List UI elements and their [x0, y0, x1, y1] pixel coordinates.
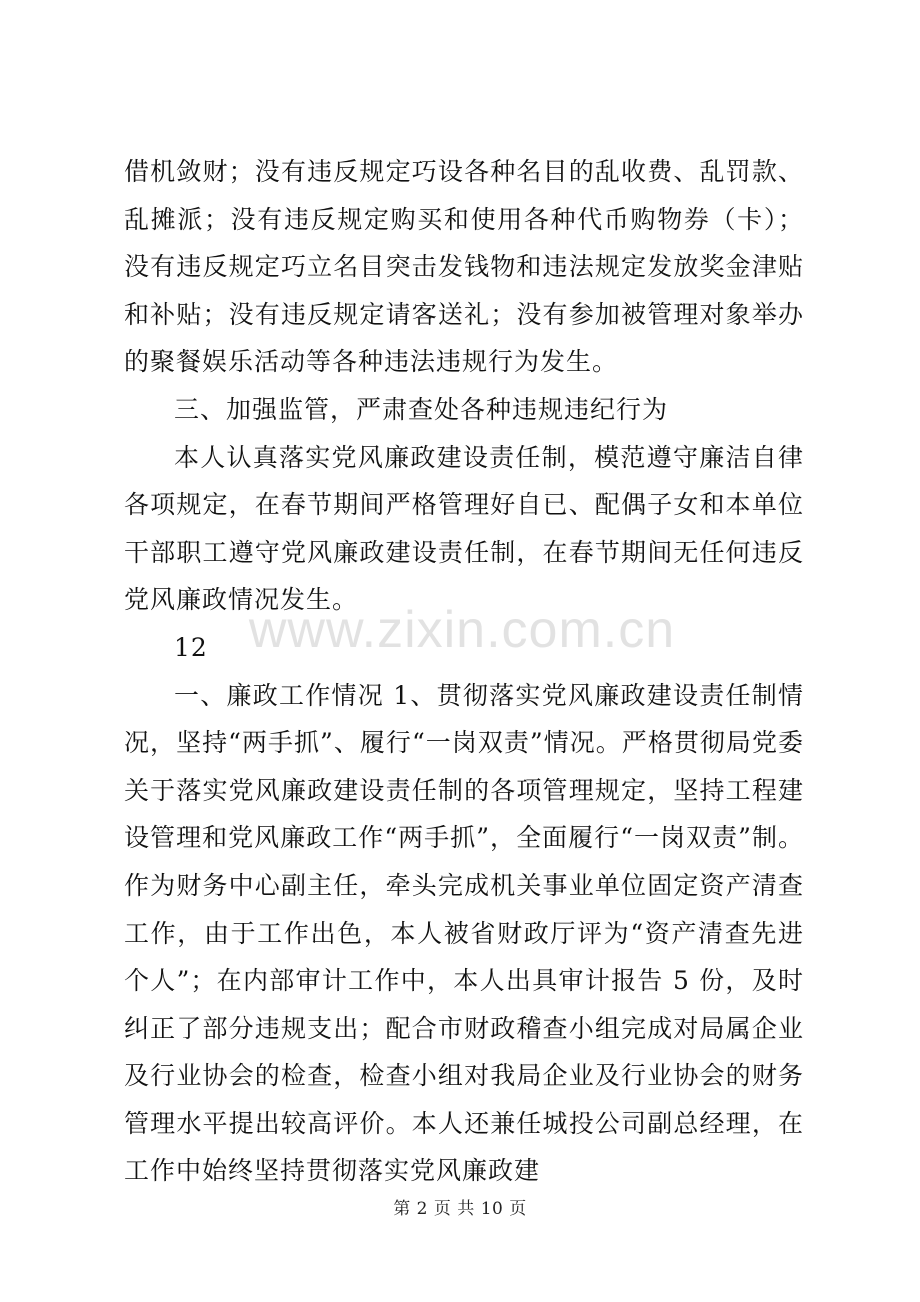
paragraph-continuation: 借机敛财；没有违反规定巧设各种名目的乱收费、乱罚款、乱摊派；没有违反规定购买和使用各种代币购物券（卡）；没有违反规定巧立名目突击发钱物和违法规定发放奖金津贴和补贴；没有违反规定请客送礼；没有参加被管理对象举办的聚餐娱乐活动等各种违法违规行为发生。 [124, 157, 804, 377]
paragraph-number: 12 [174, 632, 208, 662]
section-heading: 三、加强监管，严肃查处各种违规违纪行为 [174, 394, 669, 424]
page-footer: 第 2 页 共 10 页 [393, 1199, 527, 1219]
paragraph-body: 本人认真落实党风廉政建设责任制，模范遵守廉洁自律各项规定，在春节期间严格管理好自已、配偶子女和本单位干部职工遵守党风廉政建设责任制，在春节期间无任何违反党风廉政情况发生。 [124, 442, 804, 615]
document-body [124, 148, 804, 1195]
watermark: www.zixin.com.cn [248, 601, 676, 659]
paragraph-body: 一、廉政工作情况 1、贯彻落实党风廉政建设责任制情况，坚持“两手抓”、履行“一岗双责”情况。严格贯彻局党委关于落实党风廉政建设责任制的各项管理规定，坚持工程建设管理和党风廉政工作“两手抓”，全面履行“一岗双责”制。作为财务中心副主任，牵头完成机关事业单位固定资产清查工作，由于工作出色，本人被省财政厅评为“资产清查先进个人”；在内部审计工作中，本人出具审计报告 5 份，及时纠正了部分违规支出；配合市财政稽查小组完成对局属企业及行业协会的检查，检查小组对我局企业及行业协会的财务管理水平提出较高评价。本人还兼任城投公司副总经理，在工作中始终坚持贯彻落实党风廉政建 [124, 680, 804, 1186]
